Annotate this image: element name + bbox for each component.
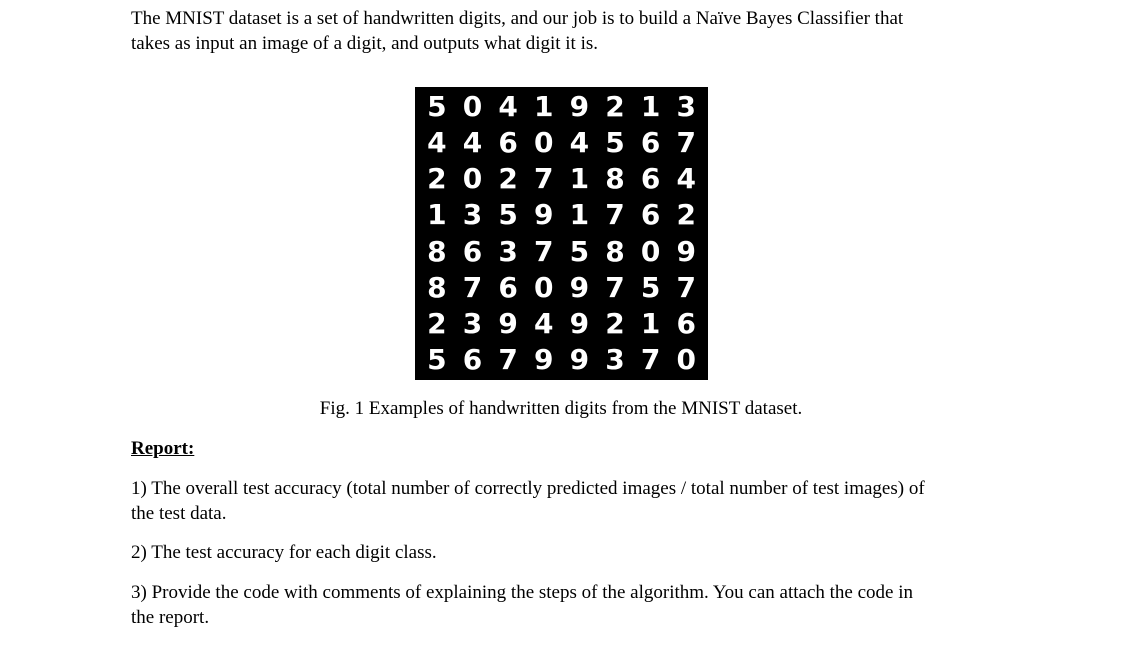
report-heading: Report: bbox=[131, 438, 195, 459]
digit-cell: 6 bbox=[676, 306, 696, 340]
digit-cell: 5 bbox=[640, 270, 661, 304]
digit-cell: 3 bbox=[676, 90, 696, 123]
report-item-3 bbox=[131, 580, 1011, 630]
digit-cell: 7 bbox=[676, 270, 696, 304]
digit-cell: 5 bbox=[427, 90, 447, 123]
digit-cell: 3 bbox=[462, 198, 483, 232]
digit-cell: 2 bbox=[676, 198, 696, 232]
digit-cell: 0 bbox=[462, 90, 483, 123]
digit-cell: 7 bbox=[533, 162, 554, 196]
digit-cell: 6 bbox=[498, 270, 518, 304]
digit-cell: 9 bbox=[569, 306, 590, 340]
digit-cell: 9 bbox=[569, 270, 590, 304]
digit-cell: 8 bbox=[605, 234, 625, 268]
digit-cell: 3 bbox=[605, 342, 625, 376]
digit-cell: 1 bbox=[569, 198, 590, 232]
digit-cell: 0 bbox=[533, 126, 554, 160]
report-item-1-line-1: 1) The overall test accuracy (total number of correctly predicted images / total number of test images) of bbox=[131, 478, 925, 499]
intro-line-2: takes as input an image of a digit, and outputs what digit it is. bbox=[131, 33, 599, 54]
digit-cell: 6 bbox=[640, 126, 661, 160]
digit-cell: 9 bbox=[533, 198, 554, 232]
digit-cell: 9 bbox=[498, 306, 518, 340]
report-item-2: 2) The test accuracy for each digit class. bbox=[131, 542, 437, 563]
digit-cell: 9 bbox=[533, 342, 554, 376]
digit-cell: 1 bbox=[640, 90, 661, 123]
digit-cell: 0 bbox=[676, 342, 696, 376]
digit-cell: 1 bbox=[640, 306, 661, 340]
report-item-3-line-2: the report. bbox=[131, 607, 210, 628]
digit-cell: 5 bbox=[498, 198, 518, 232]
digit-cell: 7 bbox=[605, 198, 625, 232]
digit-cell: 4 bbox=[569, 126, 590, 160]
digit-cell: 7 bbox=[676, 126, 696, 160]
report-item-3-line-1: 3) Provide the code with comments of explaining the steps of the algorithm. You can attach the code in bbox=[131, 582, 913, 603]
mnist-digits-figure bbox=[415, 87, 708, 380]
digit-cell: 2 bbox=[498, 162, 518, 196]
digit-cell: 9 bbox=[569, 90, 590, 123]
digit-cell: 5 bbox=[427, 342, 447, 376]
digit-cell: 4 bbox=[676, 162, 696, 196]
digit-cell: 6 bbox=[640, 198, 661, 232]
digit-cell: 1 bbox=[569, 162, 590, 196]
digit-cell: 6 bbox=[462, 342, 483, 376]
digit-cell: 4 bbox=[498, 90, 518, 123]
figure-caption: Fig. 1 Examples of handwritten digits from the MNIST dataset. bbox=[319, 398, 803, 419]
digit-cell: 2 bbox=[605, 306, 625, 340]
digit-cell: 3 bbox=[462, 306, 483, 340]
digit-cell: 1 bbox=[533, 90, 554, 123]
digit-cell: 0 bbox=[462, 162, 483, 196]
digit-cell: 7 bbox=[498, 342, 518, 376]
digit-cell: 7 bbox=[605, 270, 625, 304]
digit-cell: 4 bbox=[533, 306, 554, 340]
digit-cell: 6 bbox=[462, 234, 483, 268]
digit-cell: 3 bbox=[498, 234, 518, 268]
digit-cell: 1 bbox=[427, 198, 447, 232]
digit-cell: 7 bbox=[533, 234, 554, 268]
digit-cell: 9 bbox=[676, 234, 696, 268]
digit-cell: 7 bbox=[462, 270, 483, 304]
digit-cell: 2 bbox=[427, 306, 447, 340]
digit-cell: 5 bbox=[605, 126, 625, 160]
digit-cell: 7 bbox=[640, 342, 661, 376]
digit-cell: 8 bbox=[427, 234, 447, 268]
intro-line-1: The MNIST dataset is a set of handwritten digits, and our job is to build a Naïve Bayes Classifier that bbox=[131, 8, 904, 29]
digit-cell: 0 bbox=[533, 270, 554, 304]
digit-cell: 2 bbox=[605, 90, 625, 123]
digit-cell: 6 bbox=[498, 126, 518, 160]
digit-cell: 8 bbox=[605, 162, 625, 196]
report-item-1-line-2: the test data. bbox=[131, 503, 227, 524]
digit-cell: 4 bbox=[462, 126, 483, 160]
report-item-1 bbox=[131, 476, 1011, 526]
digit-cell: 0 bbox=[640, 234, 661, 268]
digit-cell: 6 bbox=[640, 162, 661, 196]
digit-cell: 4 bbox=[427, 126, 447, 160]
digit-cell: 8 bbox=[427, 270, 447, 304]
digit-cell: 5 bbox=[569, 234, 590, 268]
digit-grid bbox=[415, 87, 708, 380]
digit-cell: 2 bbox=[427, 162, 447, 196]
intro-paragraph bbox=[131, 6, 1011, 56]
digit-cell: 9 bbox=[569, 342, 590, 376]
